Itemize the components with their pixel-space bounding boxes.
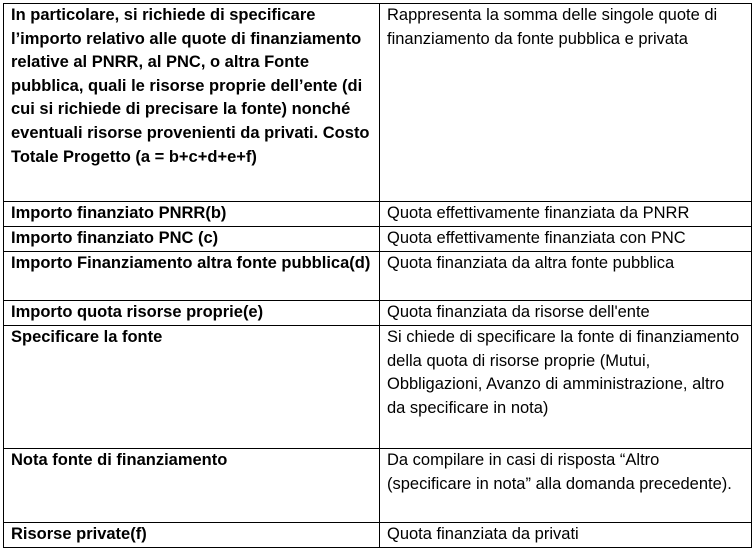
description-cell: Rappresenta la somma delle singole quote di finanziamento da fonte pubblica e privata [380,4,752,202]
description-cell: Si chiede di specificare la fonte di finanziamento della quota di risorse proprie (Mutui, Obbligazioni, Avanzo di amministrazione, altro da specificare in nota) [380,326,752,449]
description-cell: Da compilare in casi di risposta “Altro (specificare in nota” alla domanda precedente). [380,449,752,523]
description-cell: Quota finanziata da altra fonte pubblica [380,252,752,301]
field-cell: Importo Finanziamento altra fonte pubblica(d) [4,252,380,301]
table-row [4,523,752,548]
description-cell: Quota finanziata da privati [380,523,752,548]
description-cell: Quota effettivamente finanziata con PNC [380,227,752,252]
table-row [4,252,752,301]
field-cell: Importo finanziato PNC (c) [4,227,380,252]
field-cell: Importo finanziato PNRR(b) [4,202,380,227]
field-cell: In particolare, si richiede di specificare l’importo relativo alle quote di finanziamento relative al PNRR, al PNC, o altra Fonte pubblica, quali le risorse proprie dell’ente (di cui si richiede di precisare la fonte) nonché eventuali risorse provenienti da privati. Costo Totale Progetto (a = b+c+d+e+f) [4,4,380,202]
field-cell: Risorse private(f) [4,523,380,548]
table-row [4,449,752,523]
field-cell: Nota fonte di finanziamento [4,449,380,523]
table-row [4,301,752,326]
table-row [4,4,752,202]
table-row [4,202,752,227]
description-cell: Quota finanziata da risorse dell'ente [380,301,752,326]
description-cell: Quota effettivamente finanziata da PNRR [380,202,752,227]
funding-fields-table [3,3,752,548]
field-cell: Specificare la fonte [4,326,380,449]
table-row [4,326,752,449]
field-cell: Importo quota risorse proprie(e) [4,301,380,326]
table-row [4,227,752,252]
